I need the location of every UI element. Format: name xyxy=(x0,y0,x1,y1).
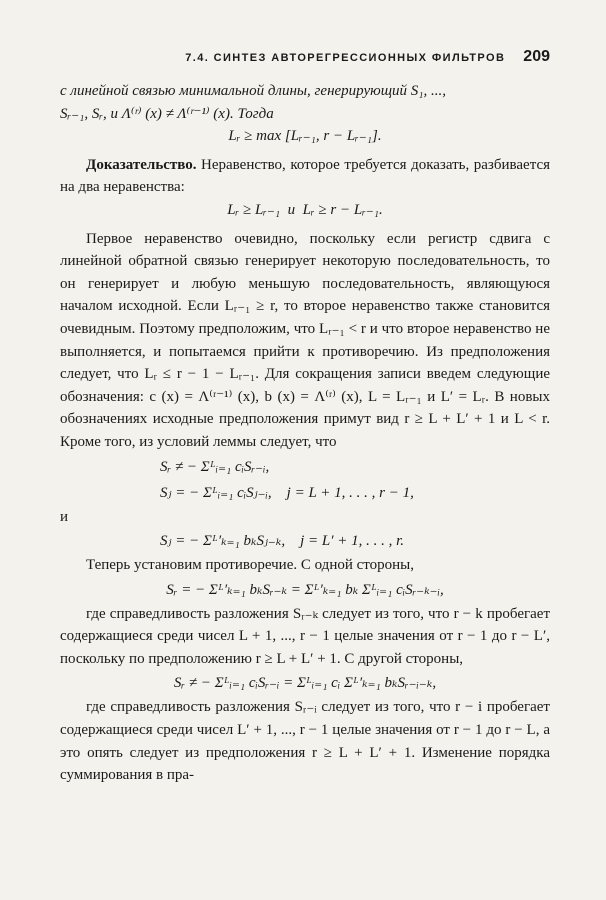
equation-2: Sⱼ = − Σᴸᵢ₌₁ cᵢSⱼ₋ᵢ, j = L + 1, . . . , r − 1, xyxy=(160,484,414,501)
paragraph-3: где справедливость разложения Sᵣ₋ₖ следует из того, что r − k пробегает содержащиеся среди чисел L + 1, ..., r − 1 целые значения от r − 1 до r − L′, поскольку по предположению r ≥ L + L′ + 1. С другой стороны, xyxy=(60,605,550,667)
page-body xyxy=(60,80,550,787)
equation-3: Sⱼ = − Σᴸ′ₖ₌₁ bₖSⱼ₋ₖ, j = L′ + 1, . . . , r. xyxy=(160,533,405,550)
paragraph-4: где справедливость разложения Sᵣ₋ᵢ следует из того, что r − i пробегает содержащиеся среди чисел L′ + 1, ..., r − 1 целые значения от r − 1 до r − L, а это опять следует из предположения r ≥ L + L′ + 1. Изменение порядка суммирования в пра- xyxy=(60,699,550,784)
equation-4: Sᵣ = − Σᴸ′ₖ₌₁ bₖSᵣ₋ₖ = Σᴸ′ₖ₌₁ bₖ Σᴸᵢ₌₁ cᵢSᵣ₋ₖ₋ᵢ, xyxy=(166,581,444,598)
page-number: 209 xyxy=(523,48,550,65)
and-word: и xyxy=(60,508,69,525)
paragraph-2: Теперь установим противоречие. С одной стороны, xyxy=(86,557,414,574)
paragraph-1: Первое неравенство очевидно, поскольку если регистр сдвига с линейной обратной связью генерирует некоторую последовательность, то он генерирует и любую меньшую последовательность, являющуюся началом исходной. Если Lᵣ₋₁ ≥ r, то второе неравенство также становится очевидным. Поэтому предположим, что Lᵣ₋₁ < r и что второе неравенство не выполняется, и попытаемся прийти к противоречию. Из предположения следует, что Lᵣ ≤ r − 1 − Lᵣ₋₁. Для сокращения записи введем следующие обозначения: c (x) = Λ⁽ʳ⁻¹⁾ (x), b (x) = Λ⁽ʳ⁾ (x), L = Lᵣ₋₁ и L′ = Lᵣ. В новых обозначениях исходные предположения примут вид r ≥ L + L′ + 1 и L < r. Кроме того, из условий леммы следует, что xyxy=(60,230,550,450)
section-title: 7.4. СИНТЕЗ АВТОРЕГРЕССИОННЫХ ФИЛЬТРОВ xyxy=(185,52,506,64)
equation-5: Sᵣ ≠ − Σᴸᵢ₌₁ cᵢSᵣ₋ᵢ = Σᴸᵢ₌₁ cᵢ Σᴸ′ₖ₌₁ bₖSᵣ₋ᵢ₋ₖ, xyxy=(173,675,437,692)
proof-label: Доказательство. xyxy=(86,156,197,173)
split-inequalities: Lᵣ ≥ Lᵣ₋₁ и Lᵣ ≥ r − Lᵣ₋₁. xyxy=(227,201,383,218)
lemma-continuation-line-2: Sᵣ₋₁, Sᵣ, и Λ⁽ʳ⁾ (x) ≠ Λ⁽ʳ⁻¹⁾ (x). Тогда xyxy=(60,105,274,122)
proof-intro-text: Неравенство, которое требуется доказать, разбивается на два неравенства: xyxy=(60,156,550,196)
proof-intro-paragraph xyxy=(60,154,550,199)
lemma-continuation-line-1: с линейной связью минимальной длины, генерирующий S₁, ..., xyxy=(60,83,446,99)
equation-1: Sᵣ ≠ − Σᴸᵢ₌₁ cᵢSᵣ₋ᵢ, xyxy=(160,458,270,475)
running-header xyxy=(60,48,550,66)
lemma-main-inequality: Lᵣ ≥ max [Lᵣ₋₁, r − Lᵣ₋₁]. xyxy=(228,128,382,145)
